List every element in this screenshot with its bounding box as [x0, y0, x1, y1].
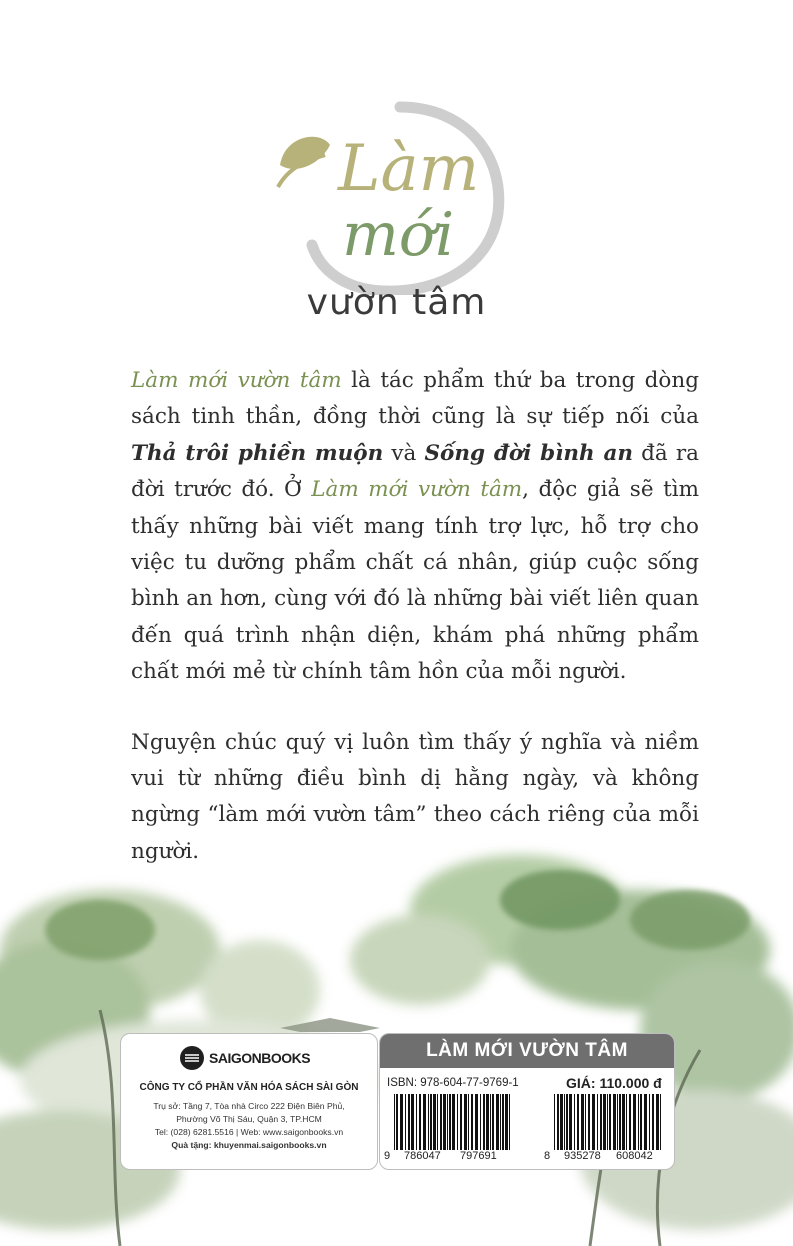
isbn-box-title: LÀM MỚI VƯỜN TÂM — [380, 1034, 674, 1068]
logo-word-lam: Làm — [338, 132, 480, 206]
description-paragraph-2: Nguyện chúc quý vị luôn tìm thấy ý nghĩa và niềm vui từ những điều bình dị hằng ngày, và không ngừng “làm mới vườn tâm” theo cách riêng của mỗi người. — [131, 729, 699, 864]
publisher-address-1: Trụ sở: Tầng 7, Tòa nhà Circo 222 Điện Biên Phủ, — [153, 1101, 345, 1111]
description-text — [131, 363, 699, 870]
publisher-details — [121, 1100, 377, 1152]
product-barcode — [554, 1094, 664, 1150]
publisher-info-box — [120, 1033, 378, 1170]
price: GIÁ: 110.000 đ — [566, 1075, 662, 1091]
isbn-price-box: LÀM MỚI VƯỜN TÂM ISBN: 978-604-77-9769-1 GIÁ: 110.000 đ 9 786047 797691 8 935278 608042 — [379, 1033, 675, 1170]
logo-word-moi: mới — [342, 200, 455, 270]
description-segment: Thả trôi phiền muộn — [131, 440, 384, 466]
publisher-company: CÔNG TY CỔ PHẦN VĂN HÓA SÁCH SÀI GÒN — [139, 1082, 359, 1093]
publisher-logo — [179, 1045, 310, 1071]
publisher-address-2: Phường Võ Thị Sáu, Quận 3, TP.HCM — [176, 1114, 322, 1124]
description-segment: Sống đời bình an — [424, 440, 634, 466]
description-segment: và — [383, 440, 425, 466]
isbn-number: ISBN: 978-604-77-9769-1 — [387, 1077, 519, 1089]
isbn-barcode — [394, 1094, 512, 1150]
description-segment: Làm mới vườn tâm — [311, 477, 523, 503]
publisher-brand: SAIGONBOOKS — [209, 1050, 311, 1066]
book-logo — [250, 95, 510, 295]
description-paragraph-1 — [131, 363, 699, 691]
description-segment: , độc giả sẽ tìm thấy những bài viết mang tính trợ lực, hỗ trợ cho việc tu dưỡng phẩm chất cá nhân, giúp cuộc sống bình an hơn, cùng với đó là những bài viết liên quan đến quá trình nhận diện, khám phá những phẩm chất mới mẻ từ chính tâm hồn của mỗi người. — [131, 477, 699, 685]
publisher-gift: Quà tặng: khuyenmai.saigonbooks.vn — [171, 1140, 327, 1150]
description-segment: đã ra đời trước đó. Ở — [131, 440, 699, 503]
publisher-contact: Tel: (028) 6281.5516 | Web: www.saigonbooks.vn — [154, 1127, 344, 1137]
saigonbooks-logo-icon — [179, 1045, 205, 1071]
description-segment: Làm mới vườn tâm — [131, 368, 342, 393]
book-subtitle: vườn tâm — [306, 282, 487, 323]
description-segment: là tác phẩm thứ ba trong dòng sách tinh thần, đồng thời cũng là sự tiếp nối của — [131, 368, 699, 430]
